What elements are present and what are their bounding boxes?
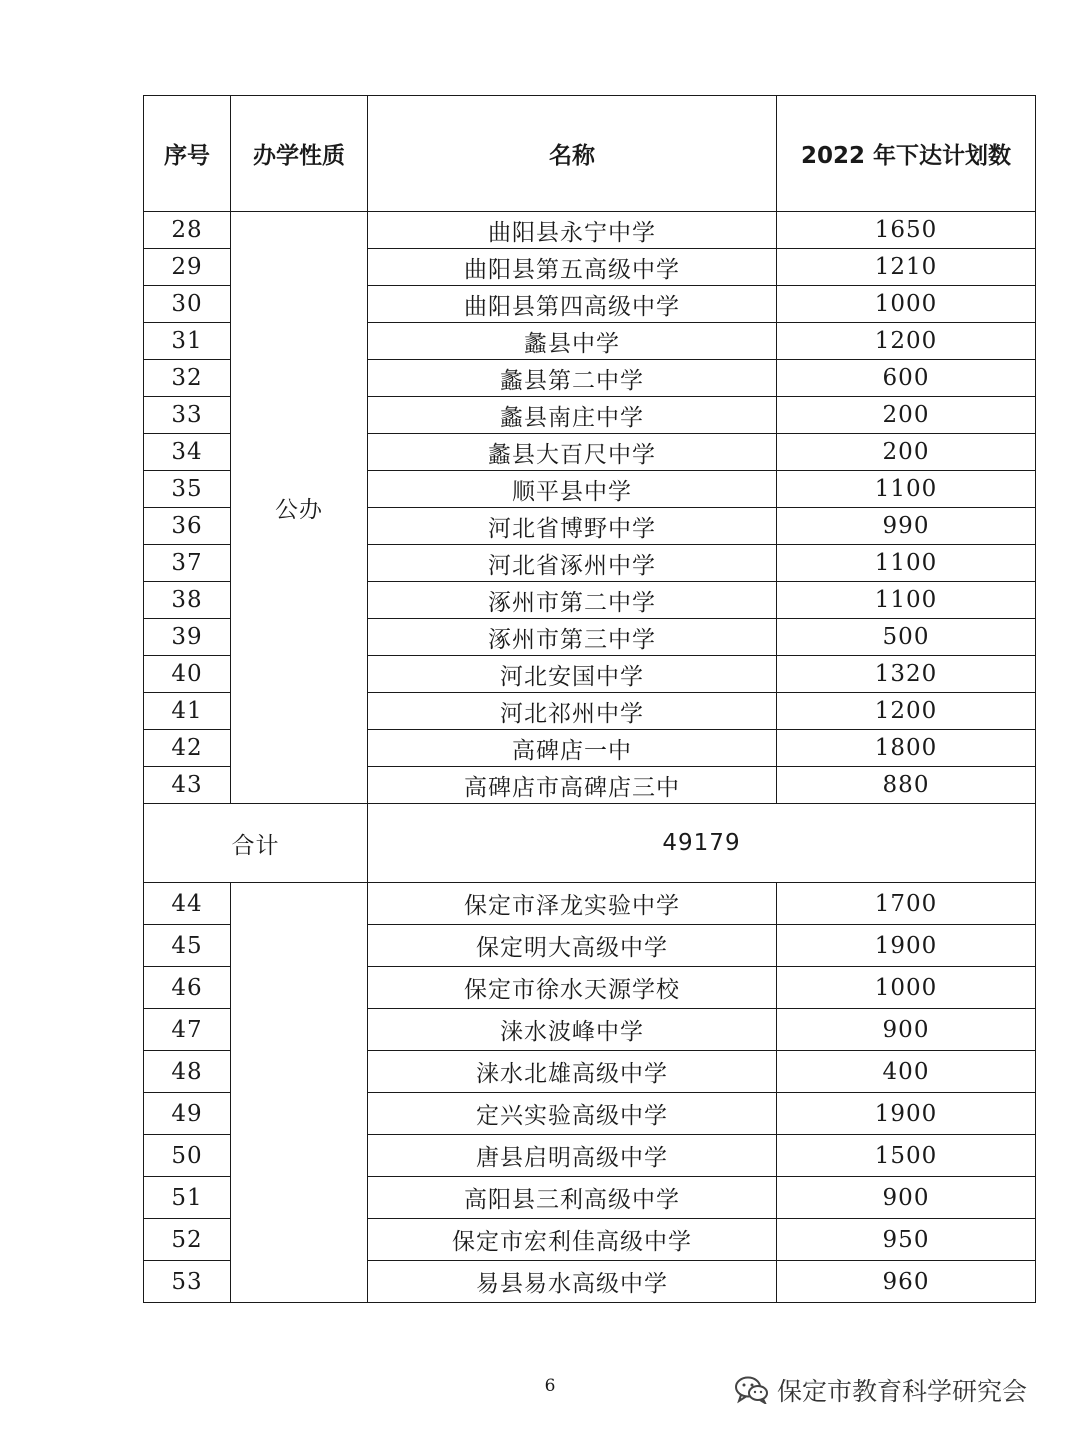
row-name: 保定市泽龙实验中学 (368, 883, 777, 925)
row-plan: 1100 (777, 545, 1036, 582)
plan-table (143, 95, 1036, 1303)
row-plan: 1500 (777, 1135, 1036, 1177)
row-plan: 1000 (777, 967, 1036, 1009)
row-name: 保定市宏利佳高级中学 (368, 1219, 777, 1261)
row-index: 45 (144, 925, 231, 967)
row-name: 顺平县中学 (368, 471, 777, 508)
row-name: 涿州市第二中学 (368, 582, 777, 619)
row-plan: 200 (777, 397, 1036, 434)
header-index: 序号 (144, 96, 231, 212)
row-name: 高碑店一中 (368, 730, 777, 767)
row-plan: 1900 (777, 1093, 1036, 1135)
row-name: 河北省涿州中学 (368, 545, 777, 582)
row-index: 28 (144, 212, 231, 249)
row-plan: 1100 (777, 471, 1036, 508)
row-index: 36 (144, 508, 231, 545)
page-number: 6 (544, 1376, 556, 1396)
row-index: 42 (144, 730, 231, 767)
row-name: 涞水北雄高级中学 (368, 1051, 777, 1093)
row-plan: 960 (777, 1261, 1036, 1303)
row-name: 河北省博野中学 (368, 508, 777, 545)
row-plan: 900 (777, 1177, 1036, 1219)
row-name: 曲阳县永宁中学 (368, 212, 777, 249)
row-index: 51 (144, 1177, 231, 1219)
wechat-icon (735, 1376, 769, 1404)
watermark (735, 1370, 1027, 1410)
row-plan: 1200 (777, 323, 1036, 360)
table-row (144, 212, 1036, 249)
row-index: 47 (144, 1009, 231, 1051)
row-index: 53 (144, 1261, 231, 1303)
row-name: 蠡县南庄中学 (368, 397, 777, 434)
row-plan: 200 (777, 434, 1036, 471)
row-index: 32 (144, 360, 231, 397)
row-name: 保定市徐水天源学校 (368, 967, 777, 1009)
row-index: 38 (144, 582, 231, 619)
row-index: 52 (144, 1219, 231, 1261)
row-index: 29 (144, 249, 231, 286)
header-nature: 办学性质 (231, 96, 368, 212)
header-plan: 2022 年下达计划数 (777, 96, 1036, 212)
row-index: 31 (144, 323, 231, 360)
category-cell (231, 883, 368, 1303)
row-index: 46 (144, 967, 231, 1009)
row-name: 曲阳县第四高级中学 (368, 286, 777, 323)
total-row (144, 804, 1036, 883)
row-plan: 990 (777, 508, 1036, 545)
row-plan: 880 (777, 767, 1036, 804)
row-index: 35 (144, 471, 231, 508)
row-index: 33 (144, 397, 231, 434)
row-index: 50 (144, 1135, 231, 1177)
row-name: 涞水波峰中学 (368, 1009, 777, 1051)
row-plan: 1200 (777, 693, 1036, 730)
row-plan: 1650 (777, 212, 1036, 249)
row-plan: 1210 (777, 249, 1036, 286)
row-index: 34 (144, 434, 231, 471)
row-plan: 1000 (777, 286, 1036, 323)
row-plan: 900 (777, 1009, 1036, 1051)
category-cell: 公办 (231, 212, 368, 804)
row-index: 48 (144, 1051, 231, 1093)
row-name: 涿州市第三中学 (368, 619, 777, 656)
row-name: 保定明大高级中学 (368, 925, 777, 967)
row-plan: 950 (777, 1219, 1036, 1261)
row-name: 高阳县三利高级中学 (368, 1177, 777, 1219)
row-plan: 1100 (777, 582, 1036, 619)
row-name: 唐县启明高级中学 (368, 1135, 777, 1177)
row-name: 曲阳县第五高级中学 (368, 249, 777, 286)
row-index: 49 (144, 1093, 231, 1135)
row-name: 易县易水高级中学 (368, 1261, 777, 1303)
row-name: 河北安国中学 (368, 656, 777, 693)
row-name: 蠡县中学 (368, 323, 777, 360)
row-name: 蠡县大百尺中学 (368, 434, 777, 471)
row-plan: 500 (777, 619, 1036, 656)
row-index: 44 (144, 883, 231, 925)
row-plan: 1900 (777, 925, 1036, 967)
row-plan: 400 (777, 1051, 1036, 1093)
row-name: 蠡县第二中学 (368, 360, 777, 397)
row-index: 43 (144, 767, 231, 804)
watermark-text: 保定市教育科学研究会 (777, 1377, 1028, 1406)
row-plan: 1800 (777, 730, 1036, 767)
total-value: 49179 (368, 804, 1036, 883)
table-row (144, 883, 1036, 925)
row-plan: 1700 (777, 883, 1036, 925)
row-index: 30 (144, 286, 231, 323)
row-plan: 600 (777, 360, 1036, 397)
row-plan: 1320 (777, 656, 1036, 693)
row-index: 40 (144, 656, 231, 693)
row-index: 41 (144, 693, 231, 730)
header-name: 名称 (368, 96, 777, 212)
total-label: 合计 (144, 804, 368, 883)
header-row (144, 96, 1036, 212)
row-index: 39 (144, 619, 231, 656)
row-name: 定兴实验高级中学 (368, 1093, 777, 1135)
row-name: 河北祁州中学 (368, 693, 777, 730)
row-index: 37 (144, 545, 231, 582)
row-name: 高碑店市高碑店三中 (368, 767, 777, 804)
